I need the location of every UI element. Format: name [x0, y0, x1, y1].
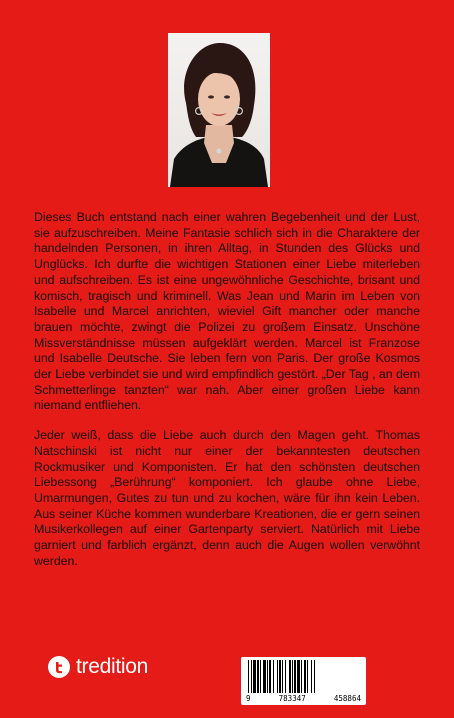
tredition-logo-icon [48, 656, 70, 678]
publisher-logo [48, 655, 148, 679]
blurb-text [34, 210, 420, 569]
blurb-paragraph-1: Dieses Buch entstand nach einer wahren Begebenheit und der Lust, sie aufzuschreiben. Meine Fantasie schlich sich in die Charaktere der handelnden Personen, in ihren Alltag, in Stunden des Glücks und Unglücks. Ich durfte die wichtigen Stationen einer Liebe miterleben und aufschreiben. Es ist eine ungewöhnliche Geschichte, brisant und komisch, tragisch und kriminell. Was Jean und Marin im Leben von Isabelle und Marcel anrichten, wieviel Gift mancher oder manche brauen möchte, zwingt die Polizei zu großem Einsatz. Unschöne Missverständnisse müssen aufgeklärt werden. Marcel ist Franzose und Isabelle Deutsche. Sie leben fern von Paris. Der große Kosmos der Liebe verbindet sie und wird empfindlich gestört. „Der Tag , an dem Schmetterlinge tanzten“ war nah. Aber einer großen Liebe kann niemand entfliehen. [34, 210, 420, 413]
isbn-barcode [241, 657, 366, 705]
publisher-name: tredition [76, 655, 149, 678]
blurb-paragraph-2: Jeder weiß, dass die Liebe auch durch den Magen geht. Thomas Natschinski ist nicht nur einer der bekanntesten deutschen Rockmusiker und Komponisten. Er hat den schönsten deutschen Liebessong „Berührung“ komponiert. Ich glaube ohne Liebe, Umarmungen, Gutes zu tun und zu kochen, wäre für ihn kein Leben. Aus seiner Küche kommen wunderbare Kreationen, die er gern seinen Musikerkollegen auf einer Gartenparty serviert. Natürlich mit Liebe garniert und farblich ergänzt, denn auch die Augen wollen verwöhnt werden. [34, 428, 420, 568]
isbn-number [241, 694, 366, 703]
isbn-group-2: 458864 [333, 694, 361, 703]
isbn-group-1: 783347 [278, 694, 306, 703]
author-photo [168, 33, 270, 187]
isbn-prefix: 9 [246, 694, 251, 703]
